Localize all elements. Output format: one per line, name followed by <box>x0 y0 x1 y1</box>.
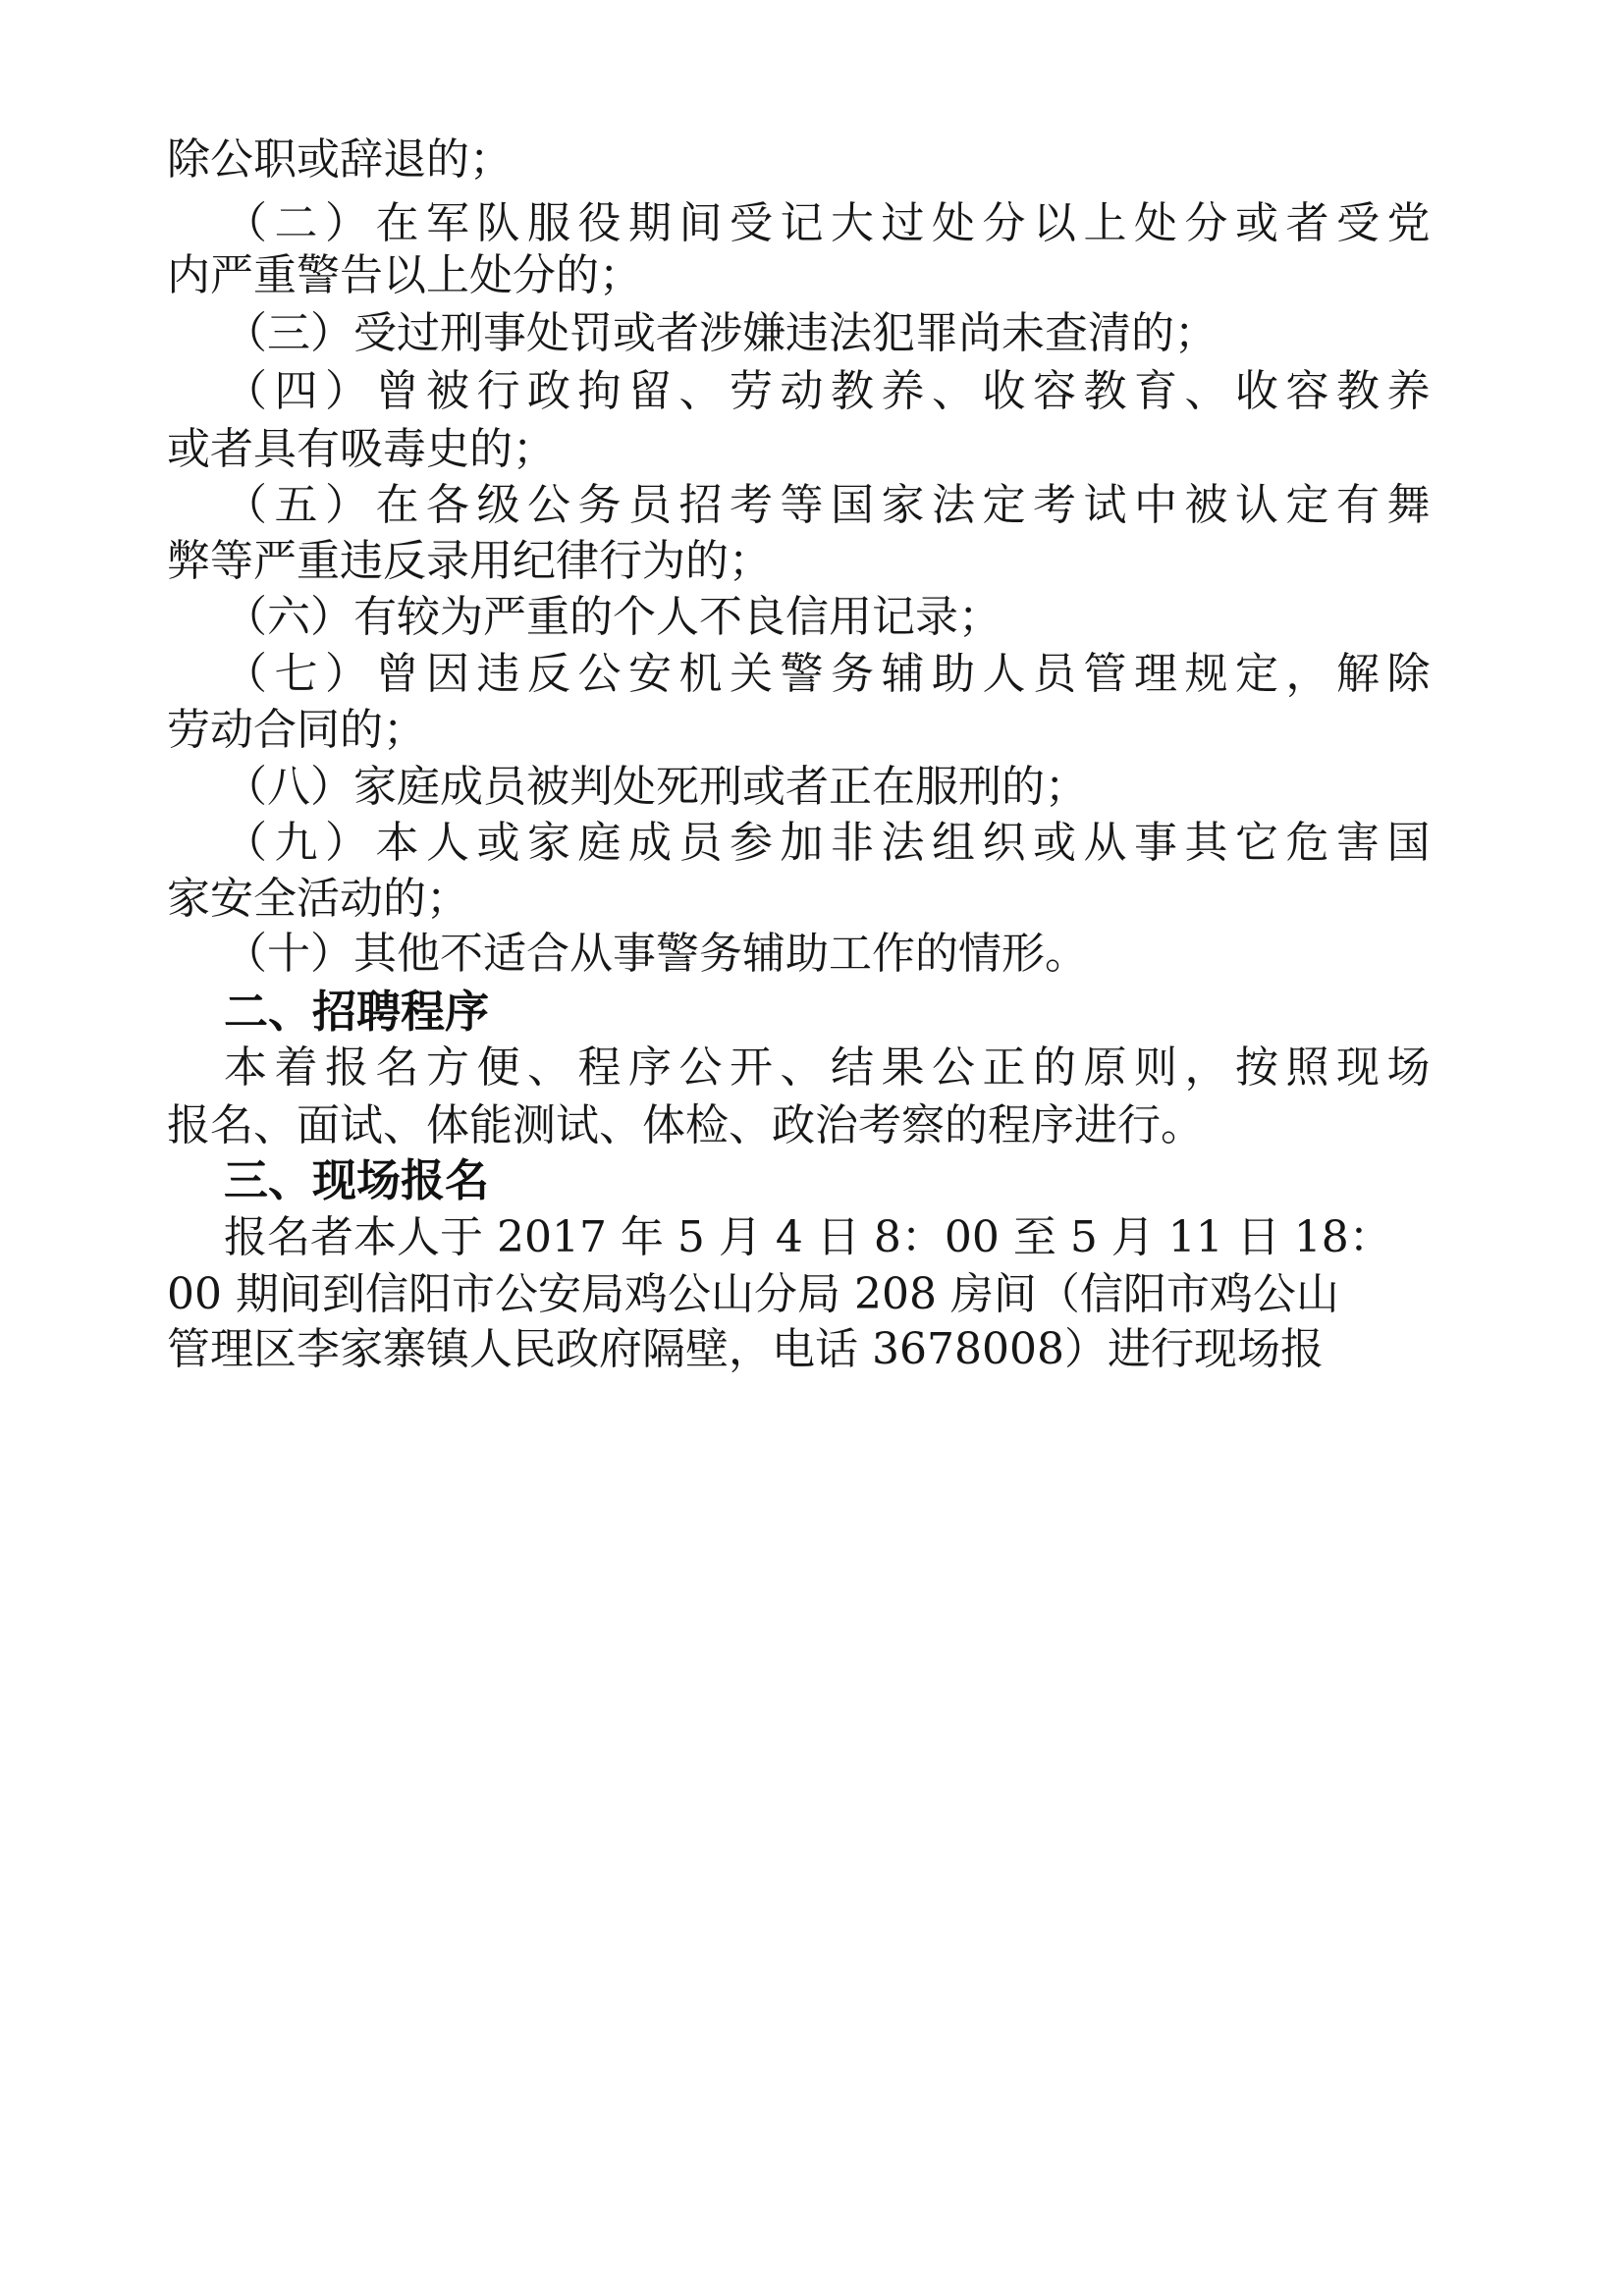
heading-text: 三、现场报名 <box>224 1154 490 1206</box>
line-text: （四）曾被行政拘留、劳动教养、收容教育、收容教养 <box>224 366 1437 416</box>
line-text: 管理区李家寨镇人民政府隔壁，电话 3678008）进行现场报 <box>167 1324 1324 1374</box>
line-text: 报名、面试、体能测试、体检、政治考察的程序进行。 <box>167 1100 1204 1150</box>
text-line <box>0 1315 1624 1384</box>
line-text: 本着报名方便、程序公开、结果公正的原则，按照现场 <box>224 1042 1437 1093</box>
line-text: （二）在军队服役期间受记大过处分以上处分或者受党 <box>224 198 1437 248</box>
line-text: 弊等严重违反录用纪律行为的； <box>167 536 772 586</box>
line-text: 家安全活动的； <box>167 874 469 924</box>
line-text: （九）本人或家庭成员参加非法组织或从事其它危害国 <box>224 818 1437 868</box>
text-line <box>0 126 1624 194</box>
line-text: 00 期间到信阳市公安局鸡公山分局 208 房间（信阳市鸡公山 <box>167 1269 1339 1319</box>
line-text: （三）受过刑事处罚或者涉嫌违法犯罪尚未查清的； <box>224 308 1218 358</box>
line-text: 内严重警告以上处分的； <box>167 250 642 300</box>
line-text: 除公职或辞退的； <box>167 134 513 185</box>
heading-text: 二、招聘程序 <box>224 986 490 1038</box>
line-text: （五）在各级公务员招考等国家法定考试中被认定有舞 <box>224 480 1437 530</box>
line-text: 报名者本人于 2017 年 5 月 4 日 8：00 至 5 月 11 日 18： <box>224 1212 1392 1262</box>
line-text: （六）有较为严重的个人不良信用记录； <box>224 592 1001 642</box>
line-text: 劳动合同的； <box>167 705 426 755</box>
line-text: （十）其他不适合从事警务辅助工作的情形。 <box>224 929 1088 979</box>
line-text: 或者具有吸毒史的； <box>167 424 556 474</box>
line-text: （七）曾因违反公安机关警务辅助人员管理规定，解除 <box>224 649 1437 699</box>
line-text: （八）家庭成员被判处死刑或者正在服刑的； <box>224 762 1088 812</box>
